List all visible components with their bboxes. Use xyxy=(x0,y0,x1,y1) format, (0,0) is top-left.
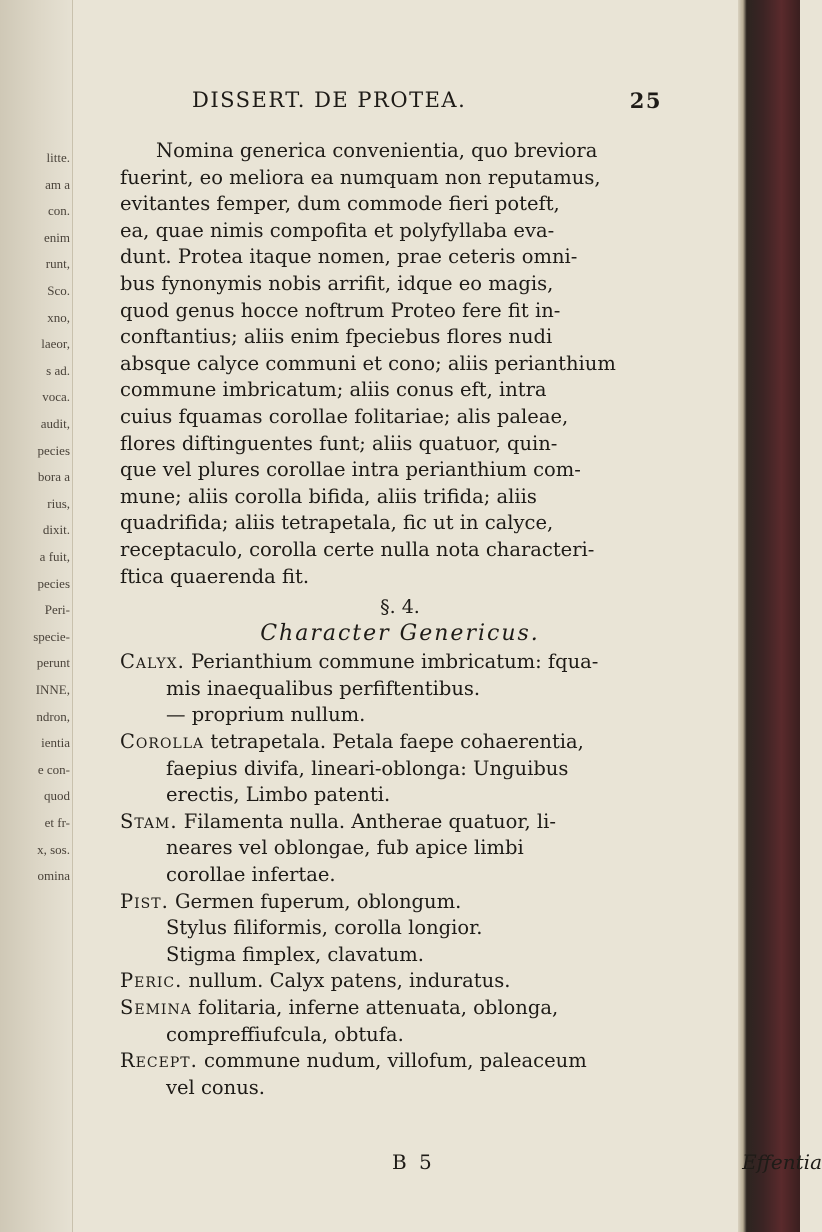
entry-continuation: compreffiufcula, obtufa. xyxy=(166,1022,404,1046)
entry-continuation: faepius divifa, lineari-oblonga: Unguibus xyxy=(166,756,569,780)
entry-label: Peric. xyxy=(120,969,183,993)
entry-text: Stigma fimplex, clavatum. xyxy=(166,942,424,966)
intro-line: Nomina generica convenientia, quo breviora xyxy=(156,139,598,162)
facing-page-fragment: s ad. xyxy=(46,362,70,378)
running-head-title: DISSERT. DE PROTEA. xyxy=(192,88,467,112)
section-number: §. 4. xyxy=(380,596,420,619)
intro-line: evitantes femper, dum commode fieri poteft, xyxy=(120,192,560,216)
facing-page-fragment: enim xyxy=(44,229,70,245)
intro-line: fuerint, eo meliora ea numquam non reputamus, xyxy=(120,165,601,189)
facing-page-fragment: specie- xyxy=(33,628,70,644)
character-entry xyxy=(120,889,680,916)
facing-page-fragment: quod xyxy=(44,788,70,804)
intro-paragraph xyxy=(120,138,680,590)
facing-page-fragment: runt, xyxy=(45,256,70,272)
entry-continuation: mis inaequalibus perfiftentibus. xyxy=(166,676,481,700)
intro-line: quod genus hocce noftrum Proteo fere fit in- xyxy=(120,298,561,322)
entry-label: Calyx. xyxy=(120,650,185,674)
page-footer xyxy=(392,1150,822,1180)
entry-text: folitaria, inferne attenuata, oblonga, xyxy=(198,996,559,1019)
facing-page-fragment: rius, xyxy=(47,495,70,511)
character-entries xyxy=(120,649,680,1101)
page-body xyxy=(120,138,680,1101)
facing-page-fragment: et fr- xyxy=(44,815,70,830)
entry-label: Recept. xyxy=(120,1049,198,1073)
entry-text: Stylus filiformis, corolla longior. xyxy=(166,916,483,940)
intro-line: bus fynonymis nobis arrifit, idque eo magis, xyxy=(120,271,554,295)
character-heading: Character Genericus. xyxy=(260,620,540,646)
facing-page-fragment: ientia xyxy=(41,735,70,751)
character-entry xyxy=(120,649,680,702)
intro-line: receptaculo, corolla certe nulla nota characteri- xyxy=(120,537,595,561)
entry-label: Pist. xyxy=(120,889,169,913)
character-entry xyxy=(120,729,680,809)
facing-page-fragment: Peri- xyxy=(44,602,70,618)
facing-page-fragment: pecies xyxy=(37,575,70,591)
character-entry xyxy=(120,702,680,729)
facing-page-fragment: audit, xyxy=(40,416,70,431)
book-spine xyxy=(738,0,800,1232)
entry-label: Stam. xyxy=(120,809,178,833)
facing-page-fragment: e con- xyxy=(37,761,70,777)
intro-line: dunt. Protea itaque nomen, prae ceteris omni- xyxy=(120,245,578,269)
entry-label: Corolla xyxy=(120,730,205,754)
intro-line: conftantius; aliis enim fpeciebus flores nudi xyxy=(120,325,553,349)
entry-text: — proprium nullum. xyxy=(166,703,366,727)
character-entry xyxy=(120,809,680,889)
character-entry xyxy=(120,968,680,995)
facing-page-fragment: perunt xyxy=(36,655,70,671)
running-head xyxy=(192,88,662,124)
facing-page-fragment: bora a xyxy=(37,469,70,485)
character-entry xyxy=(120,1048,680,1101)
intro-line: que vel plures corollae intra perianthium com- xyxy=(120,458,581,482)
page-number: 25 xyxy=(629,88,662,113)
facing-page-fragment: ndron, xyxy=(36,708,70,724)
facing-page-fragment: pecies xyxy=(37,442,70,458)
intro-line: flores diftinguentes funt; aliis quatuor, quin- xyxy=(120,431,558,455)
entry-continuation: neares vel oblongae, fub apice limbi xyxy=(166,836,524,860)
intro-line: absque calyce communi et cono; aliis perianthium xyxy=(120,351,616,375)
intro-line: commune imbricatum; aliis conus eft, intra xyxy=(120,378,547,402)
facing-page-fragment: dixit. xyxy=(42,522,70,538)
facing-page-fragment: xno, xyxy=(47,309,70,325)
facing-page-fragment: litte. xyxy=(46,150,70,165)
facing-page-fragment: laeor, xyxy=(41,336,70,352)
intro-line: ea, quae nimis compofita et polyfyllaba eva- xyxy=(120,218,555,242)
intro-line: quadrifida; aliis tetrapetala, fic ut in calyce, xyxy=(120,511,554,535)
facing-page-fragment: voca. xyxy=(42,389,70,405)
facing-page-fragment: omina xyxy=(37,868,70,884)
entry-label: Semina xyxy=(120,996,192,1019)
character-entry xyxy=(120,915,680,942)
book-page xyxy=(92,60,822,1180)
facing-page-fragment: a fuit, xyxy=(39,549,70,564)
signature-mark: B 5 xyxy=(392,1150,435,1174)
facing-page-fragment: Sco. xyxy=(47,283,70,298)
entry-text: tetrapetala. Petala faepe cohaerentia, xyxy=(210,730,584,754)
entry-continuation: corollae infertae. xyxy=(166,863,336,887)
facing-page-fragment: am a xyxy=(45,176,70,192)
entry-continuation: vel conus. xyxy=(166,1075,265,1099)
entry-text: nullum. Calyx patens, induratus. xyxy=(188,969,511,993)
facing-page-margin xyxy=(0,0,73,1232)
intro-line: mune; aliis corolla bifida, aliis trifida; aliis xyxy=(120,484,537,508)
character-entry xyxy=(120,995,680,1048)
facing-page-fragment: INNE, xyxy=(35,682,70,697)
facing-page-fragment: con. xyxy=(47,203,70,219)
entry-text: Filamenta nulla. Antherae quatuor, li- xyxy=(183,809,556,833)
facing-page-fragment: x, sos. xyxy=(37,841,70,857)
catchword: Effentia xyxy=(742,1150,822,1174)
entry-text: commune nudum, villofum, paleaceum xyxy=(204,1049,587,1073)
intro-line: cuius fquamas corollae folitariae; alis paleae, xyxy=(120,404,569,428)
entry-text: Germen fuperum, oblongum. xyxy=(174,889,462,913)
intro-line: ftica quaerenda fit. xyxy=(120,564,310,588)
character-entry xyxy=(120,942,680,969)
entry-text: Perianthium commune imbricatum: fqua- xyxy=(191,650,599,674)
entry-continuation: erectis, Limbo patenti. xyxy=(166,783,391,807)
